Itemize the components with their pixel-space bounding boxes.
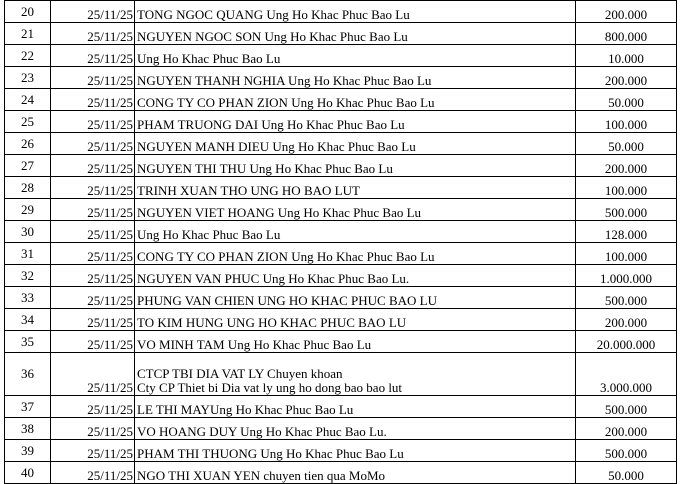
row-number: 30	[5, 221, 51, 243]
transaction-description: NGUYEN THI THU Ung Ho Khac Phuc Bao Lu	[135, 155, 576, 177]
transaction-description: PHAM TRUONG DAI Ung Ho Khac Phuc Bao Lu	[135, 111, 576, 133]
transaction-date: 25/11/25	[51, 89, 135, 111]
row-number: 21	[5, 23, 51, 45]
transaction-date: 25/11/25	[51, 243, 135, 265]
donation-amount: 50.000	[576, 462, 677, 484]
donation-amount: 100.000	[576, 111, 677, 133]
donation-amount: 800.000	[576, 23, 677, 45]
table-row	[5, 243, 677, 265]
donation-amount: 500.000	[576, 440, 677, 462]
transaction-description: NGUYEN VAN PHUC Ung Ho Khac Phuc Bao Lu.	[135, 265, 576, 287]
donation-amount: 3.000.000	[576, 353, 677, 396]
table-row	[5, 155, 677, 177]
table-row	[5, 67, 677, 89]
transaction-date: 25/11/25	[51, 177, 135, 199]
transaction-description: TRINH XUAN THO UNG HO BAO LUT	[135, 177, 576, 199]
table-row	[5, 309, 677, 331]
donation-table-body	[5, 1, 677, 484]
row-number: 36	[5, 353, 51, 396]
donation-amount: 500.000	[576, 287, 677, 309]
row-number: 32	[5, 265, 51, 287]
transaction-date: 25/11/25	[51, 396, 135, 418]
transaction-date: 25/11/25	[51, 418, 135, 440]
row-number: 26	[5, 133, 51, 155]
donation-amount: 500.000	[576, 396, 677, 418]
row-number: 31	[5, 243, 51, 265]
donation-amount: 200.000	[576, 418, 677, 440]
table-row	[5, 353, 677, 396]
transaction-date: 25/11/25	[51, 155, 135, 177]
transaction-description: Ung Ho Khac Phuc Bao Lu	[135, 45, 576, 67]
donation-amount: 200.000	[576, 1, 677, 23]
row-number: 40	[5, 462, 51, 484]
transaction-date: 25/11/25	[51, 462, 135, 484]
row-number: 24	[5, 89, 51, 111]
transaction-description: NGUYEN MANH DIEU Ung Ho Khac Phuc Bao Lu	[135, 133, 576, 155]
donation-amount: 200.000	[576, 155, 677, 177]
transaction-date: 25/11/25	[51, 1, 135, 23]
transaction-description: CONG TY CO PHAN ZION Ung Ho Khac Phuc Bao Lu	[135, 89, 576, 111]
donation-amount: 50.000	[576, 133, 677, 155]
transaction-description: TONG NGOC QUANG Ung Ho Khac Phuc Bao Lu	[135, 1, 576, 23]
table-row	[5, 177, 677, 199]
donation-amount: 1.000.000	[576, 265, 677, 287]
transaction-description: Ung Ho Khac Phuc Bao Lu	[135, 221, 576, 243]
transaction-description: NGUYEN NGOC SON Ung Ho Khac Phuc Bao Lu	[135, 23, 576, 45]
donation-table	[4, 0, 677, 484]
donation-amount: 100.000	[576, 243, 677, 265]
table-row	[5, 89, 677, 111]
donation-amount: 10.000	[576, 45, 677, 67]
transaction-date: 25/11/25	[51, 133, 135, 155]
transaction-date: 25/11/25	[51, 23, 135, 45]
row-number: 27	[5, 155, 51, 177]
row-number: 37	[5, 396, 51, 418]
transaction-description: NGUYEN THANH NGHIA Ung Ho Khac Phuc Bao Lu	[135, 67, 576, 89]
row-number: 39	[5, 440, 51, 462]
table-row	[5, 287, 677, 309]
transaction-description: LE THI MAYUng Ho Khac Phuc Bao Lu	[135, 396, 576, 418]
transaction-date: 25/11/25	[51, 287, 135, 309]
donation-amount: 100.000	[576, 177, 677, 199]
transaction-description: PHUNG VAN CHIEN UNG HO KHAC PHUC BAO LU	[135, 287, 576, 309]
transaction-description: NGUYEN VIET HOANG Ung Ho Khac Phuc Bao Lu	[135, 199, 576, 221]
transaction-description: CONG TY CO PHAN ZION Ung Ho Khac Phuc Bao Lu	[135, 243, 576, 265]
description-line: CTCP TBI DIA VAT LY Chuyen khoan	[137, 366, 343, 381]
donation-amount: 50.000	[576, 89, 677, 111]
donation-amount: 128.000	[576, 221, 677, 243]
table-row	[5, 111, 677, 133]
table-row	[5, 221, 677, 243]
table-row	[5, 396, 677, 418]
transaction-date: 25/11/25	[51, 353, 135, 396]
table-row	[5, 199, 677, 221]
table-row	[5, 440, 677, 462]
table-row	[5, 45, 677, 67]
donation-amount: 200.000	[576, 309, 677, 331]
donation-amount: 200.000	[576, 67, 677, 89]
row-number: 20	[5, 1, 51, 23]
transaction-date: 25/11/25	[51, 199, 135, 221]
row-number: 25	[5, 111, 51, 133]
table-row	[5, 265, 677, 287]
transaction-description: TO KIM HUNG UNG HO KHAC PHUC BAO LU	[135, 309, 576, 331]
table-row	[5, 1, 677, 23]
row-number: 22	[5, 45, 51, 67]
transaction-description: VO HOANG DUY Ung Ho Khac Phuc Bao Lu.	[135, 418, 576, 440]
transaction-date: 25/11/25	[51, 45, 135, 67]
table-row	[5, 462, 677, 484]
table-row	[5, 133, 677, 155]
transaction-date: 25/11/25	[51, 331, 135, 353]
transaction-description: NGO THI XUAN YEN chuyen tien qua MoMo	[135, 462, 576, 484]
transaction-date: 25/11/25	[51, 111, 135, 133]
row-number: 35	[5, 331, 51, 353]
transaction-description	[135, 353, 576, 396]
donation-amount: 20.000.000	[576, 331, 677, 353]
description-line: Cty CP Thiet bi Dia vat ly ung ho dong bao bao lut	[137, 380, 403, 395]
row-number: 33	[5, 287, 51, 309]
row-number: 38	[5, 418, 51, 440]
table-row	[5, 418, 677, 440]
donation-amount: 500.000	[576, 199, 677, 221]
transaction-date: 25/11/25	[51, 221, 135, 243]
table-row	[5, 23, 677, 45]
transaction-date: 25/11/25	[51, 67, 135, 89]
row-number: 23	[5, 67, 51, 89]
transaction-date: 25/11/25	[51, 265, 135, 287]
transaction-date: 25/11/25	[51, 440, 135, 462]
table-row	[5, 331, 677, 353]
row-number: 28	[5, 177, 51, 199]
transaction-description: PHAM THI THUONG Ung Ho Khac Phuc Bao Lu	[135, 440, 576, 462]
transaction-date: 25/11/25	[51, 309, 135, 331]
transaction-description: VO MINH TAM Ung Ho Khac Phuc Bao Lu	[135, 331, 576, 353]
row-number: 34	[5, 309, 51, 331]
row-number: 29	[5, 199, 51, 221]
